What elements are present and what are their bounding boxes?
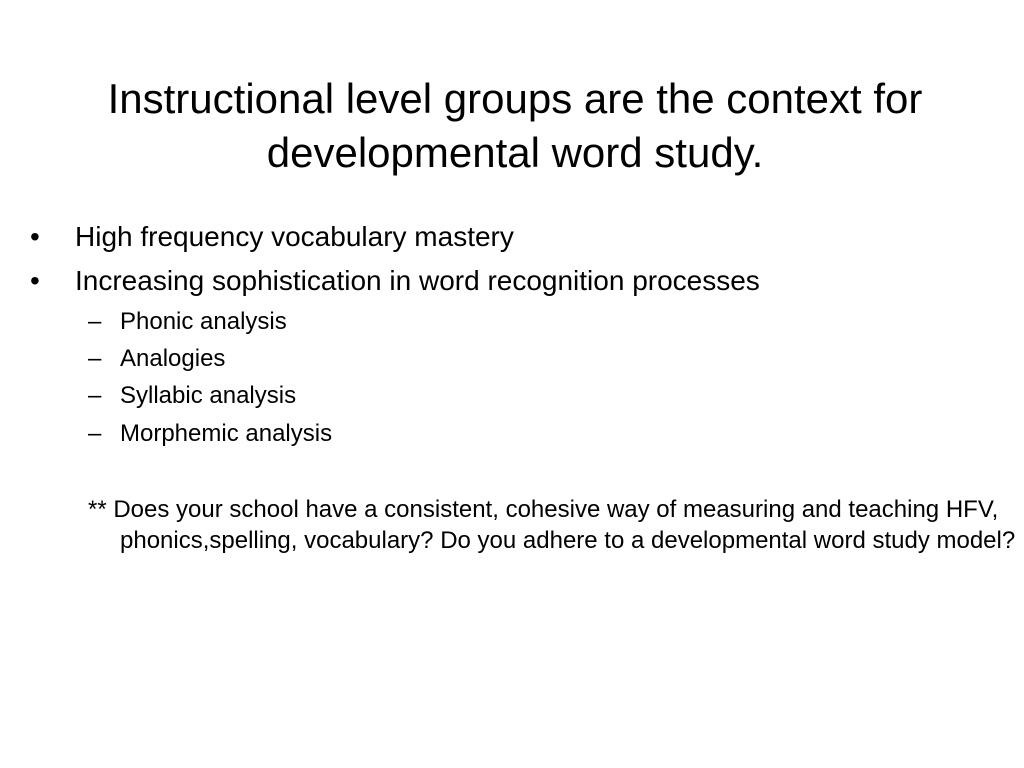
sub-bullet-marker: –: [88, 382, 102, 409]
sub-bullet-marker: –: [88, 308, 102, 335]
bullet-text: High frequency vocabulary mastery: [75, 221, 514, 252]
sub-bullet-text: Morphemic analysis: [120, 420, 333, 447]
discussion-note: ** Does your school have a consistent, cohesive way of measuring and teaching HFV, phonics,spelling, vocabulary? Do you adhere to a developmental word study model?: [88, 496, 1016, 554]
slide-title: Instructional level groups are the context for developmental word study.: [107, 75, 923, 176]
sub-bullet-marker: –: [88, 420, 102, 447]
sub-bullet-text: Phonic analysis: [120, 308, 287, 335]
bullet-text: Increasing sophistication in word recognition processes: [75, 265, 760, 296]
bullet-marker: •: [30, 265, 40, 296]
sub-bullet-marker: –: [88, 345, 102, 372]
bullet-marker: •: [30, 221, 40, 252]
sub-bullet-text: Analogies: [120, 345, 226, 372]
sub-bullet-text: Syllabic analysis: [120, 382, 297, 409]
